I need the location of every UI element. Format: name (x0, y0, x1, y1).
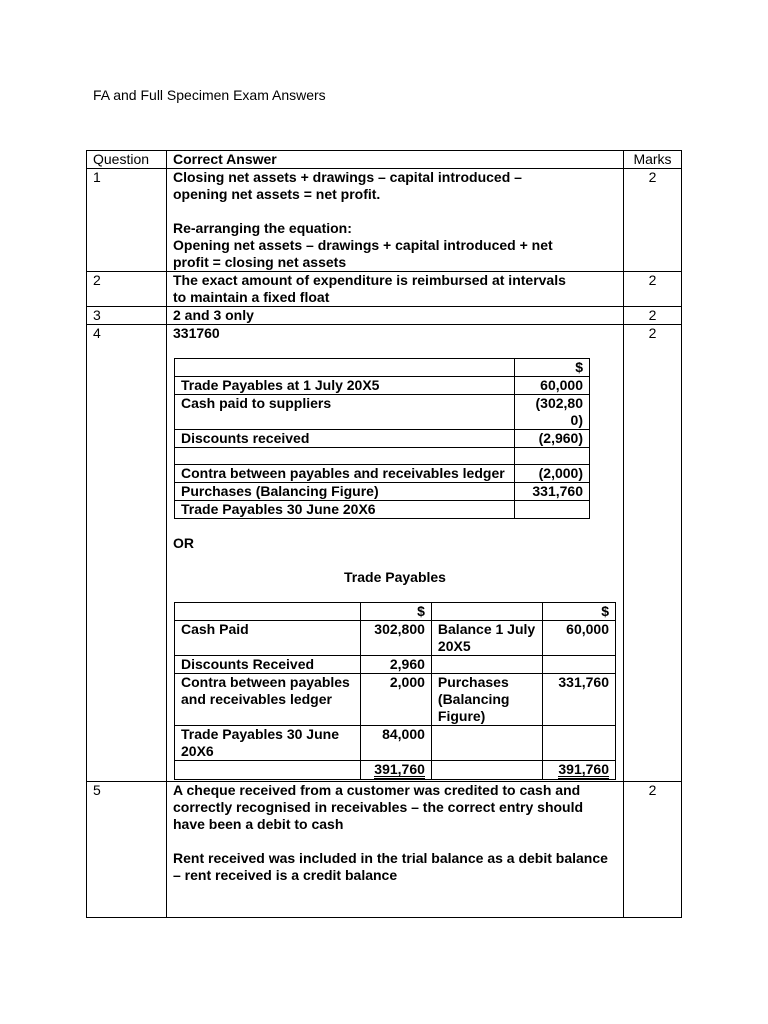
marks-value: 2 (624, 169, 682, 272)
debit-amount: 2,000 (361, 674, 432, 726)
marks-value: 2 (624, 782, 682, 918)
credit-label: Balance 1 July 20X5 (431, 621, 542, 656)
answer-value: 331760 (173, 325, 220, 341)
answer-line: Re-arranging the equation: (173, 220, 352, 236)
table-row (175, 483, 590, 501)
row-amount (515, 448, 590, 465)
answer-line: The exact amount of expenditure is reimbursed at intervals (173, 272, 566, 288)
or-label: OR (173, 535, 194, 551)
totals-row (175, 761, 616, 780)
debit-amount: 2,960 (361, 656, 432, 674)
debit-label: Contra between payables and receivables ledger (175, 674, 361, 726)
row-amount (515, 501, 590, 519)
reconciliation-table (174, 358, 590, 519)
table-row (175, 621, 616, 656)
question-number: 1 (87, 169, 167, 272)
marks-header: Marks (624, 151, 682, 169)
answer-cell (167, 169, 624, 272)
header-row (87, 151, 682, 169)
question-number: 3 (87, 307, 167, 325)
debit-amount: 302,800 (361, 621, 432, 656)
question-header: Question (87, 151, 167, 169)
marks-value: 2 (624, 325, 682, 782)
credit-amount: 60,000 (543, 621, 616, 656)
account-title: Trade Payables (344, 569, 446, 585)
answer-paragraph: A cheque received from a customer was credited to cash and correctly recognised in receivables – the correct entry should have been a debit to cash (173, 782, 584, 832)
answer-cell: 2 and 3 only (167, 307, 624, 325)
row-label (175, 448, 515, 465)
table-row (175, 465, 590, 483)
row-label: Trade Payables 30 June 20X6 (175, 501, 515, 519)
debit-total (361, 761, 432, 780)
row-amount: 60,000 (515, 377, 590, 395)
table-row (175, 448, 590, 465)
credit-label (431, 726, 542, 761)
answer-line: Opening net assets – drawings + capital introduced + net (173, 237, 553, 253)
currency-header: $ (361, 603, 432, 621)
question-row-3 (87, 307, 682, 325)
credit-total (543, 761, 616, 780)
answers-table (86, 150, 682, 918)
row-label: Contra between payables and receivables ledger (175, 465, 515, 483)
question-row-5 (87, 782, 682, 918)
credit-label: Purchases (Balancing Figure) (431, 674, 542, 726)
answer-header: Correct Answer (167, 151, 624, 169)
row-amount: (2,960) (515, 430, 590, 448)
currency-header: $ (543, 603, 616, 621)
credit-amount (543, 656, 616, 674)
debit-label: Discounts Received (175, 656, 361, 674)
answer-cell (167, 782, 624, 918)
table-row (175, 603, 616, 621)
row-amount (515, 395, 590, 430)
amount-line: (302,80 0) (535, 395, 583, 428)
table-row (175, 656, 616, 674)
debit-label: Cash Paid (175, 621, 361, 656)
credit-amount: 331,760 (543, 674, 616, 726)
row-amount: 331,760 (515, 483, 590, 501)
page-title: FA and Full Specimen Exam Answers (93, 87, 326, 103)
total-value: 391,760 (374, 761, 425, 777)
question-row-2 (87, 272, 682, 307)
debit-amount: 84,000 (361, 726, 432, 761)
table-row (175, 501, 590, 519)
marks-value: 2 (624, 307, 682, 325)
credit-amount (543, 726, 616, 761)
row-label: Purchases (Balancing Figure) (175, 483, 515, 501)
table-row (175, 674, 616, 726)
table-row (175, 359, 590, 377)
question-row-1 (87, 169, 682, 272)
row-amount: (2,000) (515, 465, 590, 483)
answer-cell (167, 272, 624, 307)
marks-value: 2 (624, 272, 682, 307)
table-row (175, 395, 590, 430)
question-number: 2 (87, 272, 167, 307)
answer-line: opening net assets = net profit. (173, 186, 381, 202)
answer-paragraph: Rent received was included in the trial balance as a debit balance – rent received is a credit balance (173, 850, 608, 883)
credit-label (431, 656, 542, 674)
answer-line: to maintain a fixed float (173, 289, 330, 305)
currency-header: $ (515, 359, 590, 377)
table-row (175, 377, 590, 395)
row-label: Discounts received (175, 430, 515, 448)
debit-label: Trade Payables 30 June 20X6 (175, 726, 361, 761)
question-number: 4 (87, 325, 167, 782)
row-label: Trade Payables at 1 July 20X5 (175, 377, 515, 395)
total-value: 391,760 (558, 761, 609, 777)
row-label: Cash paid to suppliers (175, 395, 515, 430)
table-row (175, 726, 616, 761)
question-row-4 (87, 325, 682, 782)
answer-line: profit = closing net assets (173, 254, 347, 270)
t-account-table (174, 602, 616, 780)
answer-line: Closing net assets + drawings – capital introduced – (173, 169, 522, 185)
answer-cell (167, 325, 624, 782)
table-row (175, 430, 590, 448)
question-number: 5 (87, 782, 167, 918)
